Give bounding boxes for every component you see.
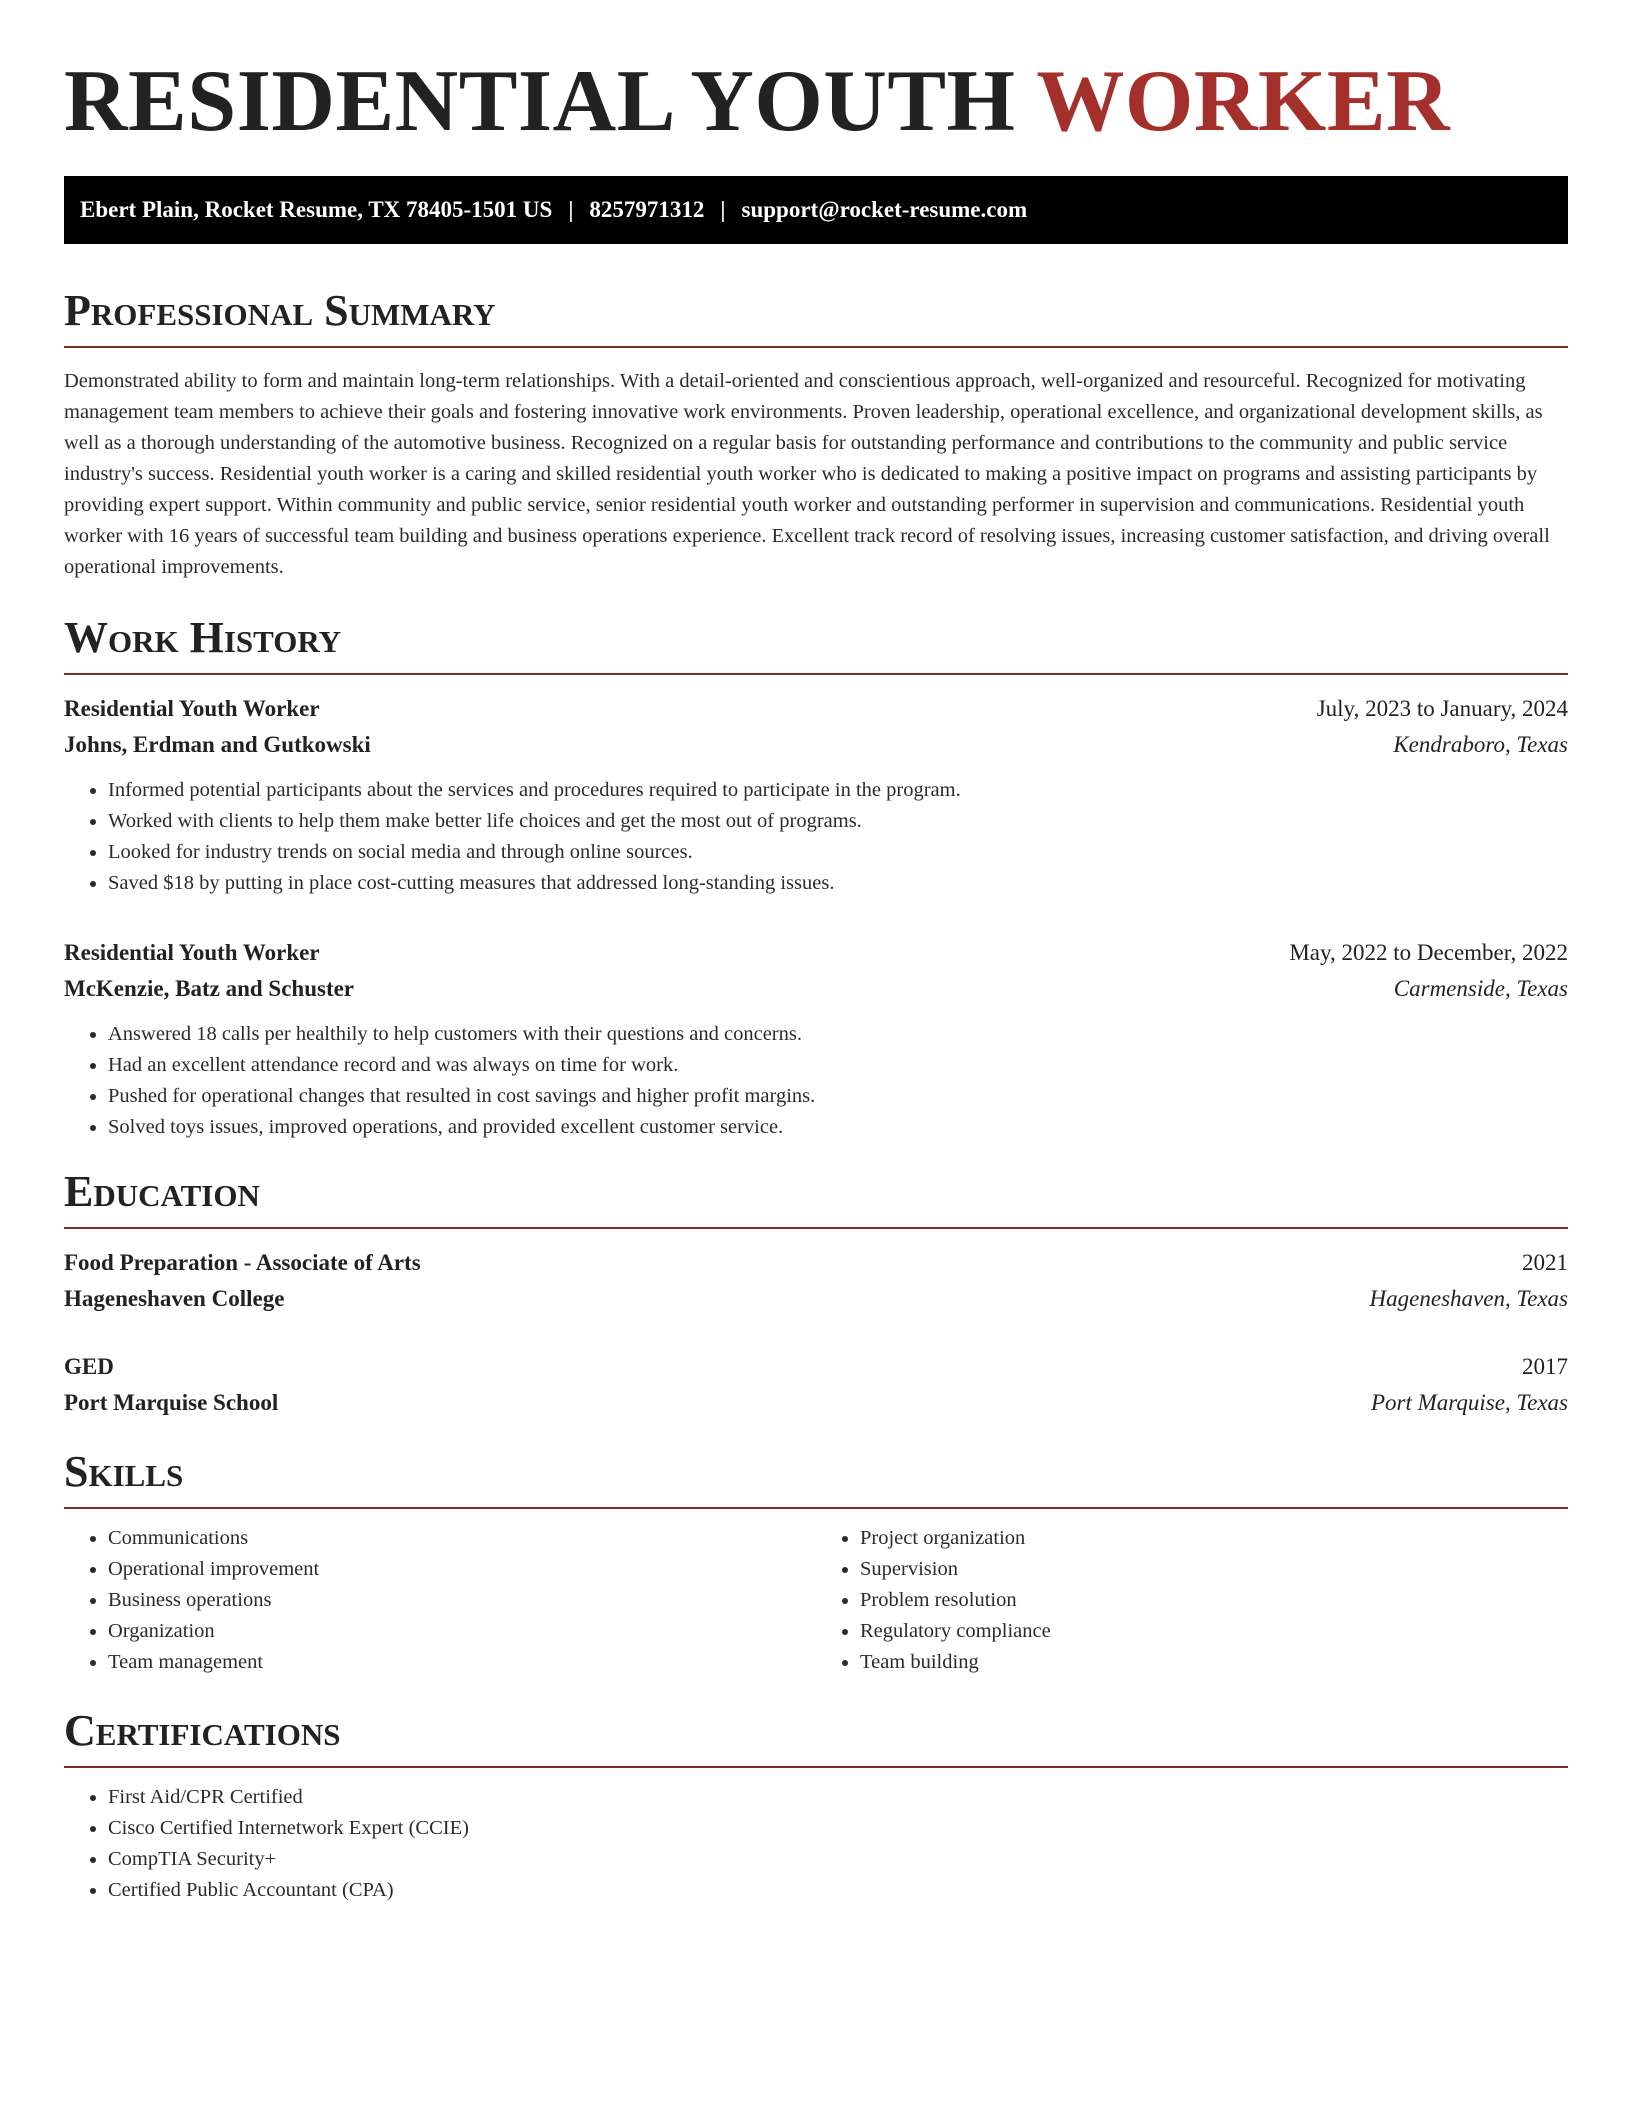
education-entry bbox=[64, 1349, 1568, 1421]
list-item: • CompTIA Security+ bbox=[108, 1844, 1568, 1875]
section-heading-skills: Skills bbox=[64, 1447, 184, 1496]
job-company-row bbox=[64, 727, 1568, 763]
list-item: • Problem resolution bbox=[860, 1585, 1568, 1616]
education-school: Port Marquise School bbox=[64, 1390, 279, 1415]
certifications-list bbox=[64, 1782, 1568, 1906]
title-main: RESIDENTIAL YOUTH bbox=[64, 53, 1016, 150]
list-item: • Saved $18 by putting in place cost-cutting measures that addressed long-standing issues. bbox=[108, 868, 1568, 899]
skills-list-right bbox=[816, 1523, 1568, 1678]
education-location: Port Marquise, Texas bbox=[1371, 1390, 1568, 1415]
job-duties-list bbox=[64, 1019, 1568, 1143]
job-dates: May, 2022 to December, 2022 bbox=[1289, 940, 1568, 965]
list-item: • Answered 18 calls per healthily to help customers with their questions and concerns. bbox=[108, 1019, 1568, 1050]
list-item: • Cisco Certified Internetwork Expert (CCIE) bbox=[108, 1813, 1568, 1844]
education-section bbox=[64, 1167, 1568, 1421]
job-entry bbox=[64, 935, 1568, 1143]
education-degree: GED bbox=[64, 1354, 114, 1379]
job-dates: July, 2023 to January, 2024 bbox=[1316, 696, 1568, 721]
job-header-row bbox=[64, 691, 1568, 727]
skills-list-left bbox=[64, 1523, 816, 1678]
list-item: • Operational improvement bbox=[108, 1554, 816, 1585]
section-divider bbox=[64, 1227, 1568, 1229]
job-location: Carmenside, Texas bbox=[1393, 976, 1568, 1001]
job-company-row bbox=[64, 971, 1568, 1007]
list-item: • Team building bbox=[860, 1647, 1568, 1678]
list-item: • Certified Public Accountant (CPA) bbox=[108, 1875, 1568, 1906]
section-divider bbox=[64, 673, 1568, 675]
list-item: • Business operations bbox=[108, 1585, 816, 1616]
section-divider bbox=[64, 1507, 1568, 1509]
job-company: Johns, Erdman and Gutkowski bbox=[64, 732, 371, 757]
contact-separator: | bbox=[720, 197, 726, 222]
education-school: Hageneshaven College bbox=[64, 1286, 285, 1311]
contact-phone: 8257971312 bbox=[589, 197, 705, 222]
job-entry bbox=[64, 691, 1568, 899]
education-degree-row bbox=[64, 1245, 1568, 1281]
summary-section bbox=[64, 286, 1568, 583]
section-heading-education: Education bbox=[64, 1167, 260, 1216]
contact-address: Ebert Plain, Rocket Resume, TX 78405-1501 US bbox=[80, 197, 553, 222]
education-year: 2021 bbox=[1522, 1250, 1568, 1275]
job-location: Kendraboro, Texas bbox=[1393, 732, 1568, 757]
skills-grid bbox=[64, 1523, 1568, 1678]
education-school-row bbox=[64, 1385, 1568, 1421]
section-divider bbox=[64, 346, 1568, 348]
job-duties-list bbox=[64, 775, 1568, 899]
list-item: • Organization bbox=[108, 1616, 816, 1647]
education-school-row bbox=[64, 1281, 1568, 1317]
section-heading-work-history: Work History bbox=[64, 613, 342, 662]
contact-email: support@rocket-resume.com bbox=[741, 197, 1028, 222]
education-year: 2017 bbox=[1522, 1354, 1568, 1379]
list-item: • Team management bbox=[108, 1647, 816, 1678]
job-company: McKenzie, Batz and Schuster bbox=[64, 976, 355, 1001]
list-item: • Communications bbox=[108, 1523, 816, 1554]
section-heading-summary: Professional Summary bbox=[64, 286, 496, 335]
list-item: • Worked with clients to help them make better life choices and get the most out of programs. bbox=[108, 806, 1568, 837]
title-accent: WORKER bbox=[1036, 53, 1451, 150]
list-item: • Looked for industry trends on social media and through online sources. bbox=[108, 837, 1568, 868]
education-entry bbox=[64, 1245, 1568, 1317]
certifications-section bbox=[64, 1706, 1568, 1906]
section-heading-certifications: Certifications bbox=[64, 1706, 341, 1755]
job-title: Residential Youth Worker bbox=[64, 940, 320, 965]
skills-section bbox=[64, 1447, 1568, 1678]
job-title: Residential Youth Worker bbox=[64, 696, 320, 721]
list-item: • Informed potential participants about the services and procedures required to participate in the program. bbox=[108, 775, 1568, 806]
contact-bar bbox=[64, 176, 1568, 244]
list-item: • Solved toys issues, improved operations, and provided excellent customer service. bbox=[108, 1112, 1568, 1143]
list-item: • Regulatory compliance bbox=[860, 1616, 1568, 1647]
section-divider bbox=[64, 1766, 1568, 1768]
work-history-section bbox=[64, 613, 1568, 1143]
list-item: • Pushed for operational changes that resulted in cost savings and higher profit margins. bbox=[108, 1081, 1568, 1112]
education-degree: Food Preparation - Associate of Arts bbox=[64, 1250, 421, 1275]
list-item: • Had an excellent attendance record and was always on time for work. bbox=[108, 1050, 1568, 1081]
job-header-row bbox=[64, 935, 1568, 971]
contact-separator: | bbox=[568, 197, 574, 222]
education-degree-row bbox=[64, 1349, 1568, 1385]
summary-text: Demonstrated ability to form and maintain long-term relationships. With a detail-oriented and conscientious approach, well-organized and resourceful. Recognized for motivating management team members to achieve their goals and fostering innovative work environments. Proven leadership, operational excellence, and organizational development skills, as well as a thorough understanding of the automotive business. Recognized on a regular basis for outstanding performance and contributions to the community and public service industry's success. Residential youth worker is a caring and skilled residential youth worker who is dedicated to making a positive impact on programs and assisting participants by providing expert support. Within community and public service, senior residential youth worker and outstanding performer in supervision and communications. Residential youth worker with 16 years of successful team building and business operations experience. Excellent track record of resolving issues, increasing customer satisfaction, and driving overall operational improvements. bbox=[64, 370, 1550, 578]
education-location: Hageneshaven, Texas bbox=[1369, 1286, 1568, 1311]
list-item: • First Aid/CPR Certified bbox=[108, 1782, 1568, 1813]
list-item: • Supervision bbox=[860, 1554, 1568, 1585]
resume-title bbox=[64, 0, 1568, 152]
list-item: • Project organization bbox=[860, 1523, 1568, 1554]
